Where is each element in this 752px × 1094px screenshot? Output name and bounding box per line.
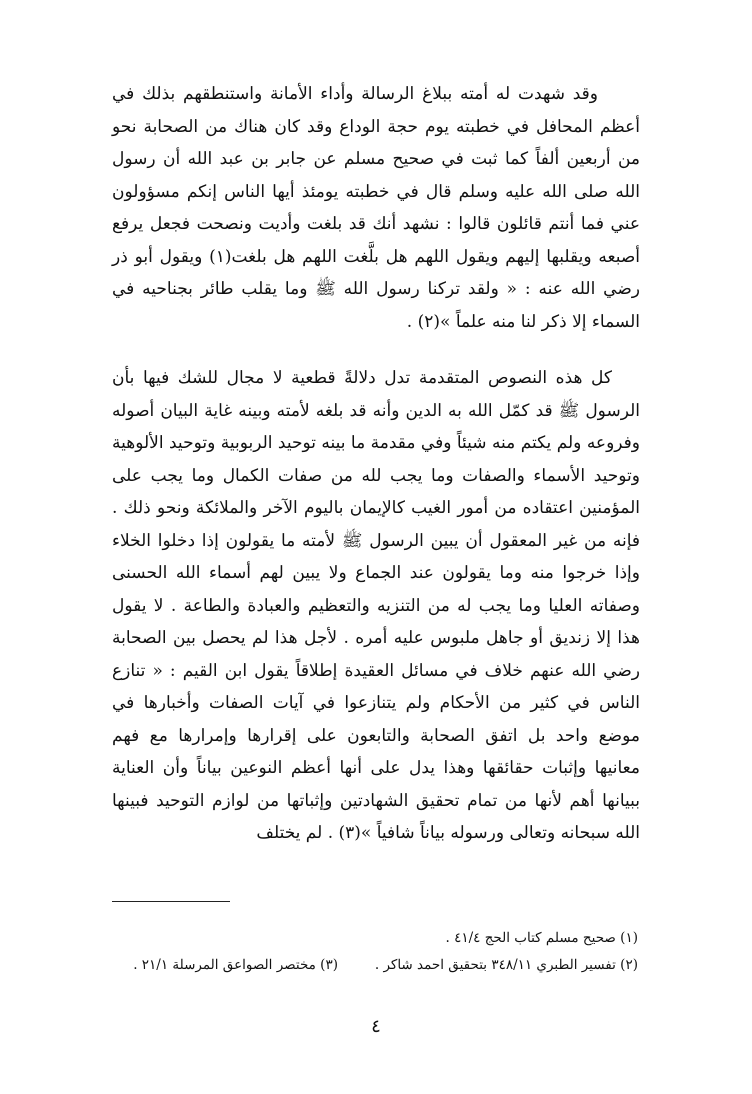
- footnote-2: (٢) تفسير الطبري ٣٤٨/١١ بتحقيق احمد شاكر .: [374, 957, 638, 973]
- body-paragraph-2: كل هذه النصوص المتقدمة تدل دلالةً قطعية لا مجال للشك فيها بأن الرسول ﷺ قد كمّل الله به الدين وأنه قد بلغه لأمته وبينه غاية البيان أصوله وفروعه ولم يكتم منه شيئاً وفي مقدمة ما بينه توحيد الربوبية وتوحيد الألوهية وتوحيد الأسماء والصفات وما يجب لله من صفات الكمال وما يجب على المؤمنين اعتقاده من أمور الغيب كالإيمان باليوم الآخر والملائكة ونحو ذلك . فإنه من غير المعقول أن يبين الرسول ﷺ لأمته ما يقولون إذا دخلوا الخلاء وإذا خرجوا منه وما يقولون عند الجماع ولا يبين لهم أسماء الله الحسنى وصفاته العليا وما يجب له من التنزيه والتعظيم والعبادة والطاعة . لا يقول هذا إلا زنديق أو جاهل ملبوس عليه أمره . لأجل هذا لم يحصل بين الصحابة رضي الله عنهم خلاف في مسائل العقيدة إطلاقاً يقول ابن القيم : « تنازع الناس في كثير من الأحكام ولم يتنازعوا في آيات الصفات وأخبارها في موضع واحد بل اتفق الصحابة والتابعون على إقرارها وإمرارها مع فهم معانيها وإثبات حقائقها وهذا يدل على أنها أعظم النوعين بياناً وأن العناية ببيانها أهم لأنها من تمام تحقيق الشهادتين وإثباتها من لوازم التوحيد فبينها الله سبحانه وتعالى ورسوله بياناً شافياً »(٣) . لم يختلف: [112, 368, 640, 843]
- page-number: ٤: [371, 1016, 381, 1037]
- footnote-separator: [112, 901, 230, 902]
- footnote-1: (١) صحيح مسلم كتاب الحج ٤١/٤ .: [445, 930, 638, 946]
- footnote-3: (٣) مختصر الصواعق المرسلة ٢١/١ .: [133, 957, 338, 973]
- body-paragraph-1: وقد شهدت له أمته ببلاغ الرسالة وأداء الأمانة واستنطقهم بذلك في أعظم المحافل في خطبته يوم حجة الوداع وقد كان هناك من الصحابة نحو من أربعين ألفاً كما ثبت في صحيح مسلم عن جابر بن عبد الله أن رسول الله صلى الله عليه وسلم قال في خطبته يومئذ أيها الناس إنكم مسؤولون عني فما أنتم قائلون قالوا : نشهد أنك قد بلغت وأديت ونصحت فجعل يرفع أصبعه ويقلبها إليهم ويقول اللهم هل بلَّغت اللهم هل بلغت(١) ويقول أبو ذر رضي الله عنه : « ولقد تركنا رسول الله ﷺ وما يقلب طائر بجناحيه في السماء إلا ذكر لنا منه علماً »(٢) .: [112, 84, 640, 332]
